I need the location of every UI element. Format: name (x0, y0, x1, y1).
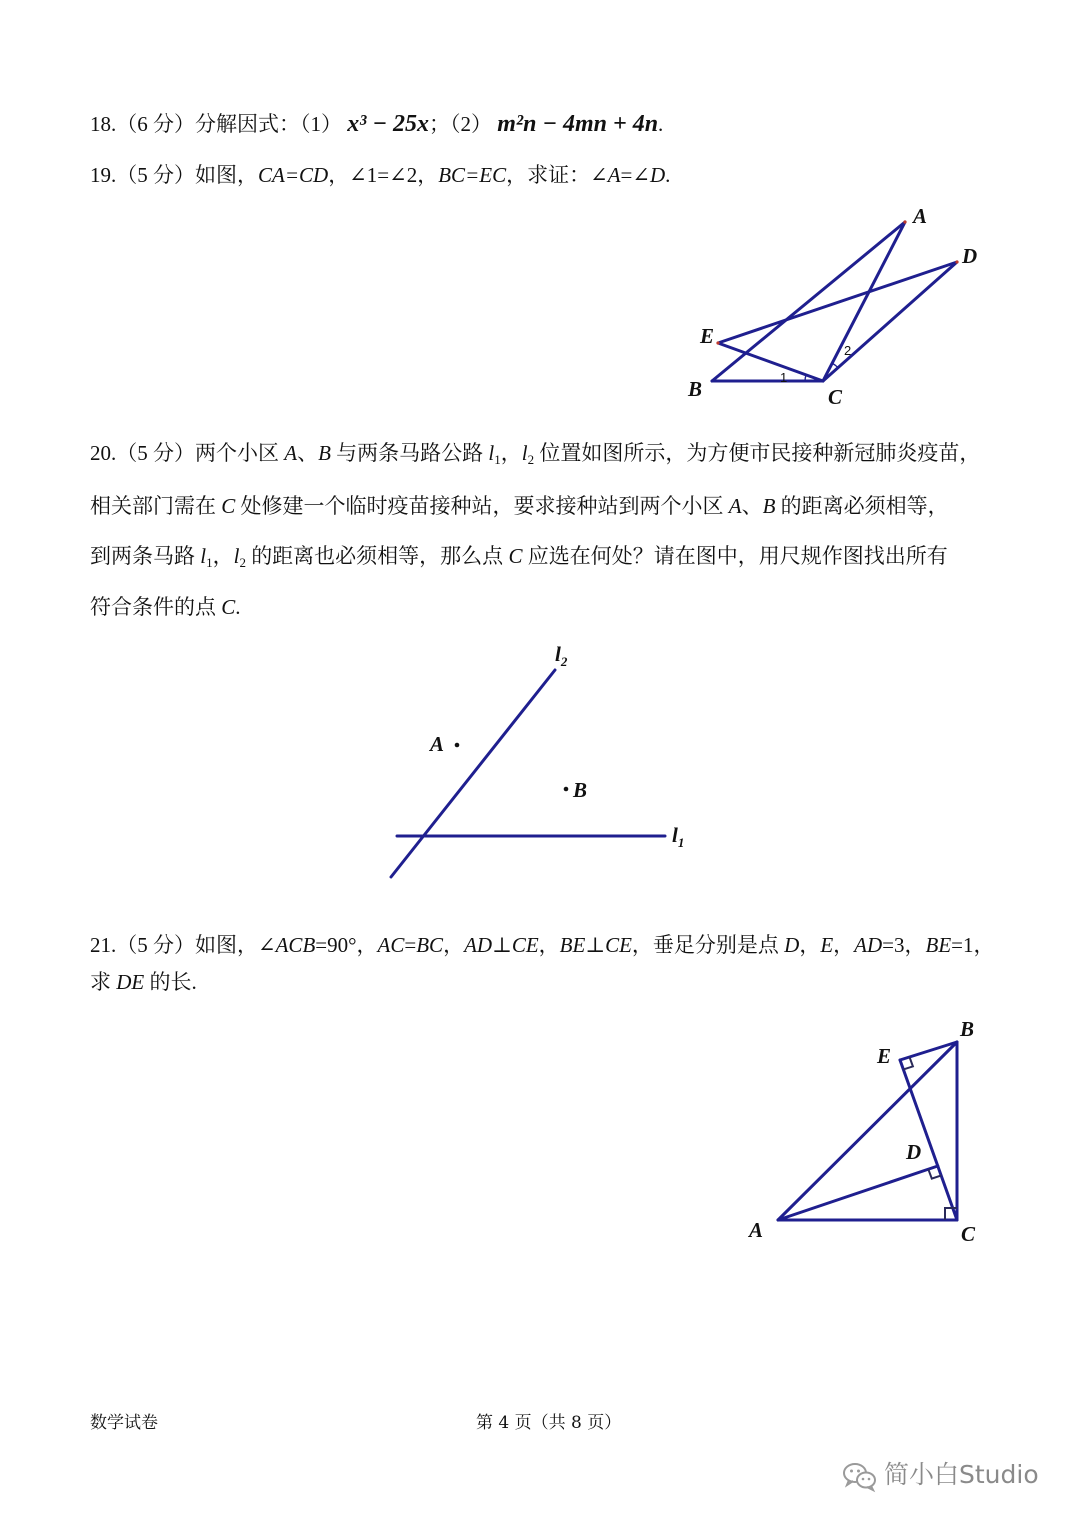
text-segment: 的长. (144, 970, 197, 994)
subscript: 2 (527, 452, 535, 467)
math-variable: AD (854, 933, 883, 957)
question-20-line-2 (90, 492, 949, 520)
line-label-sub: 1 (677, 835, 685, 850)
text-segment: 处修建一个临时疫苗接种站，要求接种站到两个小区 (235, 494, 729, 518)
watermark-text: 简小白Studio (884, 1460, 1039, 1489)
text-segment: 的距离也必须相等，那么点 (245, 544, 509, 568)
point-B-dot (564, 787, 569, 792)
figure-q20 (380, 635, 710, 885)
subscript: 1 (206, 555, 213, 570)
line-label-l2 (555, 642, 568, 669)
footer-page-number: 第 4 页（共 8 页） (476, 1413, 622, 1433)
point-label-D: D (962, 244, 978, 268)
text-segment: 应选在何处？请在图中，用尺规作图找出所有 (522, 544, 948, 568)
text-segment: ⊥ (585, 933, 606, 957)
question-18 (90, 110, 663, 138)
text-segment: 、 (741, 494, 763, 518)
subscript: 2 (239, 555, 246, 570)
question-20-line-3 (90, 542, 948, 570)
math-variable: CE (511, 933, 539, 957)
point-A-dot (455, 743, 460, 748)
text-segment: 符合条件的点 (90, 595, 222, 619)
math-expression-2: m²n − 4mn + 4n (497, 111, 659, 137)
text-segment: 求 (90, 970, 117, 994)
question-20-line-4 (90, 593, 241, 621)
math-variable: BC (416, 933, 444, 957)
point-label-B: B (960, 1017, 975, 1041)
math-variable: CE (605, 933, 632, 957)
math-variable: DE (116, 970, 145, 994)
math-variable: l (488, 441, 495, 465)
math-variable: CA=CD (258, 163, 329, 187)
line-label-sub: 2 (560, 654, 568, 669)
text-segment: ， (212, 544, 234, 568)
text-segment: 的距离必须相等， (775, 494, 949, 518)
text-segment: 18.（6 分）分解因式：（1） (90, 112, 348, 136)
point-label-B: B (688, 377, 703, 401)
question-21-line-1 (90, 931, 995, 959)
point-label-B: B (573, 778, 588, 802)
point-label-A: A (749, 1218, 764, 1242)
angle-label-2: 2 (844, 343, 852, 358)
math-expression-1: x³ − 25x (347, 111, 429, 137)
text-segment: =∠ (620, 163, 650, 187)
text-segment: 、 (297, 441, 319, 465)
text-segment: =1， (951, 933, 995, 957)
text-segment: . (658, 112, 664, 136)
segment-CA (823, 222, 905, 381)
segment-BA (712, 222, 905, 381)
text-segment: 19.（5 分）如图， (90, 163, 258, 187)
point-label-D: D (906, 1140, 922, 1164)
text-segment: ， (799, 933, 821, 957)
question-20-line-1 (90, 439, 980, 467)
footer-subject: 数学试卷 (90, 1413, 158, 1433)
figure-q19 (680, 200, 990, 415)
text-segment: =3， (882, 933, 926, 957)
math-variable: C (221, 494, 236, 518)
segment-AB (778, 1042, 957, 1220)
segment-ED (718, 262, 957, 343)
point-label-A: A (430, 732, 445, 756)
point-label-C: C (828, 385, 843, 409)
math-variable: A (607, 163, 621, 187)
text-segment: ⊥ (492, 933, 512, 957)
text-segment: 20.（5 分）两个小区 (90, 441, 285, 465)
math-variable: BC=EC (438, 163, 507, 187)
line-label-main: l (555, 642, 561, 666)
math-variable: l (521, 441, 528, 465)
text-segment: . (235, 595, 241, 619)
math-variable: C (221, 595, 236, 619)
line-label-main: l (672, 823, 678, 847)
segment-AD (778, 1166, 938, 1220)
text-segment: ， (443, 933, 465, 957)
point-E-dot (716, 341, 719, 344)
text-segment: ， (833, 933, 855, 957)
text-segment: 到两条马路 (90, 544, 201, 568)
point-label-E: E (700, 324, 715, 348)
question-21-line-2 (90, 968, 197, 996)
math-variable: l (233, 544, 240, 568)
math-variable: D (649, 163, 666, 187)
text-segment: ；（2） (429, 112, 498, 136)
text-segment: ， (538, 933, 560, 957)
math-variable: BE (559, 933, 586, 957)
subscript: 1 (494, 452, 501, 467)
point-A-dot (903, 220, 906, 223)
segment-CD (823, 262, 957, 381)
text-segment: 相关部门需在 (90, 494, 222, 518)
angle-2-arc (832, 363, 838, 368)
text-segment: . (665, 163, 671, 187)
text-segment: ， (500, 441, 522, 465)
point-D-dot (955, 260, 958, 263)
text-segment: 21.（5 分）如图，∠ (90, 933, 276, 957)
text-segment: =90°， (315, 933, 378, 957)
math-variable: E (820, 933, 834, 957)
figure-q21 (740, 1015, 990, 1250)
point-label-A: A (913, 204, 928, 228)
math-variable: AD (464, 933, 493, 957)
point-label-C: C (961, 1222, 976, 1246)
math-variable: ACB (275, 933, 316, 957)
math-variable: BE (925, 933, 952, 957)
text-segment: ，∠1=∠2， (328, 163, 439, 187)
math-variable: B (318, 441, 331, 465)
wechat-icon (842, 1461, 878, 1493)
line-label-l1 (672, 823, 684, 850)
math-variable: D (784, 933, 800, 957)
math-variable: AC (377, 933, 405, 957)
math-variable: C (508, 544, 523, 568)
text-segment: 位置如图所示，为方便市民接种新冠肺炎疫苗， (534, 441, 981, 465)
text-segment: ，求证：∠ (506, 163, 608, 187)
road-line-l2 (391, 670, 555, 877)
text-segment: 与两条马路公路 (330, 441, 489, 465)
math-variable: B (762, 494, 776, 518)
angle-label-1: 1 (780, 370, 788, 385)
math-variable: l (200, 544, 207, 568)
math-variable: A (728, 494, 742, 518)
point-label-E: E (877, 1044, 892, 1068)
text-segment: = (404, 933, 417, 957)
math-variable: A (284, 441, 298, 465)
question-19 (90, 161, 670, 189)
text-segment: ，垂足分别是点 (631, 933, 785, 957)
